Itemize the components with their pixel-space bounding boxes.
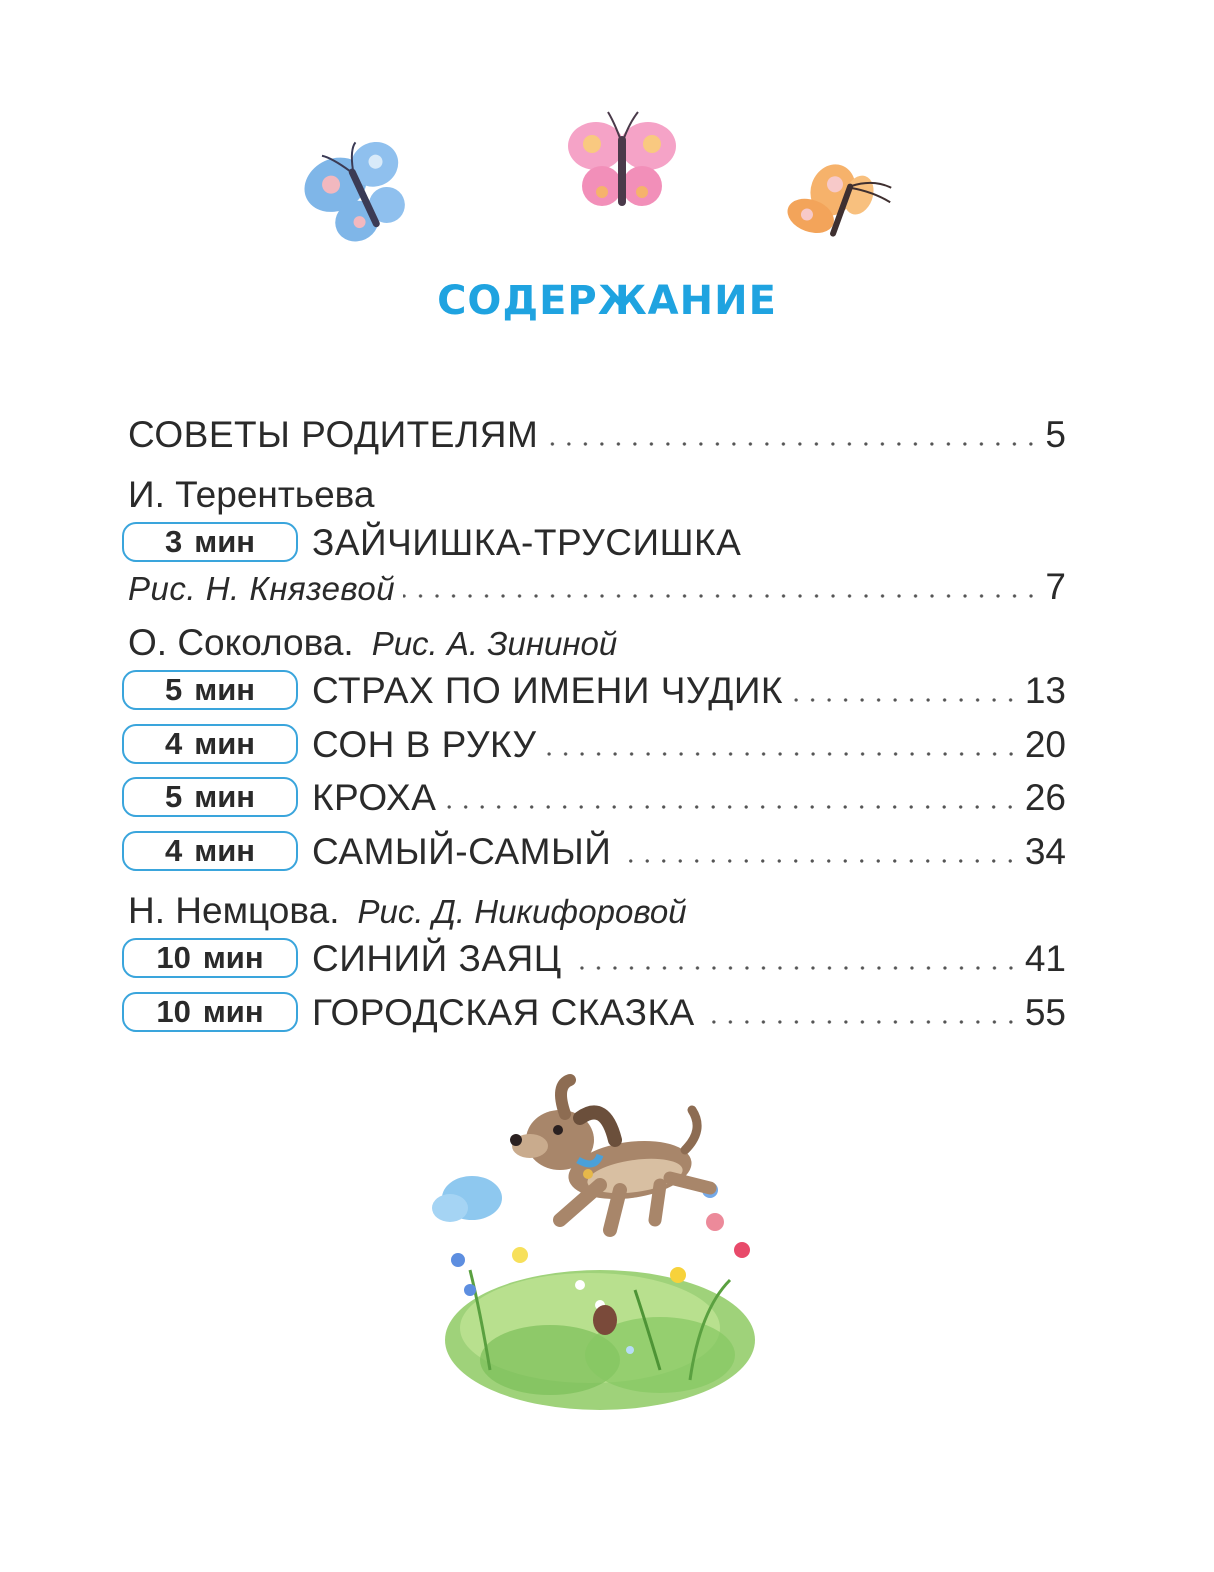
- page-number: 13: [1024, 670, 1066, 711]
- pink-butterfly-icon: [562, 108, 682, 218]
- entry-title: СОВЕТЫ РОДИТЕЛЯМ: [128, 414, 539, 455]
- time-unit: мин: [194, 779, 255, 814]
- time-value: 5: [165, 672, 183, 707]
- dot-leader: [545, 751, 1019, 757]
- toc-entry-story-4[interactable]: [122, 773, 1066, 819]
- time-value: 4: [165, 726, 183, 761]
- toc-entry-story-7[interactable]: [122, 988, 1066, 1034]
- author-label: И. Терентьева: [128, 474, 375, 515]
- time-unit: мин: [194, 672, 255, 707]
- dot-leader: [703, 1019, 1019, 1025]
- toc-entry-story-1-illustrator[interactable]: [128, 562, 1066, 608]
- toc-entry-story-2[interactable]: [122, 666, 1066, 712]
- time-value: 4: [165, 833, 183, 868]
- reading-time-badge: [122, 777, 298, 817]
- page-number: 41: [1024, 938, 1066, 979]
- time-value: 10: [156, 940, 191, 975]
- reading-time-badge: [122, 670, 298, 710]
- time-unit: мин: [194, 726, 255, 761]
- reading-time-badge: [122, 724, 298, 764]
- dot-leader: [619, 858, 1019, 864]
- toc-entry-story-3[interactable]: [122, 720, 1066, 766]
- toc-entry-story-1[interactable]: [122, 518, 822, 564]
- page-number: 55: [1024, 992, 1066, 1033]
- page-number: 7: [1045, 566, 1066, 607]
- toc-entry-story-6[interactable]: [122, 934, 1066, 980]
- puppy-on-meadow-illustration: [430, 1070, 780, 1420]
- time-unit: мин: [202, 940, 264, 975]
- dot-leader: [546, 441, 1039, 447]
- entry-title: САМЫЙ-САМЫЙ: [312, 831, 612, 872]
- reading-time-badge: [122, 938, 298, 978]
- time-unit: мин: [194, 524, 255, 559]
- reading-time-badge: [122, 831, 298, 871]
- author-label: Н. Немцова.: [128, 890, 340, 931]
- entry-title: ЗАЙЧИШКА-ТРУСИШКА: [312, 522, 742, 563]
- author-name: [128, 622, 617, 664]
- page-number: 5: [1045, 414, 1066, 455]
- entry-title: КРОХА: [312, 777, 437, 818]
- orange-butterfly-icon: [782, 160, 902, 252]
- author-label: О. Соколова.: [128, 622, 354, 663]
- page-title: СОДЕРЖАНИЕ: [437, 278, 777, 324]
- toc-entry-parents[interactable]: [128, 410, 1066, 456]
- dot-leader: [444, 804, 1018, 810]
- illustrator-credit: Рис. Д. Никифоровой: [357, 893, 687, 930]
- author-name: [128, 474, 374, 516]
- blue-butterfly-icon: [298, 138, 428, 250]
- time-unit: мин: [194, 833, 255, 868]
- entry-title: ГОРОДСКАЯ СКАЗКА: [312, 992, 695, 1033]
- entry-title: СИНИЙ ЗАЯЦ: [312, 938, 562, 979]
- time-unit: мин: [202, 994, 264, 1029]
- reading-time-badge: [122, 522, 298, 562]
- page-number: 26: [1024, 777, 1066, 818]
- dot-leader: [570, 965, 1019, 971]
- entry-title: СОН В РУКУ: [312, 724, 537, 765]
- illustrator-credit: Рис. Н. Князевой: [128, 570, 396, 607]
- page-number: 34: [1024, 831, 1066, 872]
- dot-leader: [791, 697, 1019, 703]
- illustrator-credit: Рис. А. Зининой: [371, 625, 618, 662]
- entry-title: СТРАХ ПО ИМЕНИ ЧУДИК: [312, 670, 783, 711]
- time-value: 3: [165, 524, 183, 559]
- reading-time-badge: [122, 992, 298, 1032]
- dot-leader: [403, 593, 1039, 599]
- time-value: 10: [156, 994, 191, 1029]
- time-value: 5: [165, 779, 183, 814]
- author-name: [128, 890, 687, 932]
- toc-entry-story-5[interactable]: [122, 827, 1066, 873]
- page-number: 20: [1024, 724, 1066, 765]
